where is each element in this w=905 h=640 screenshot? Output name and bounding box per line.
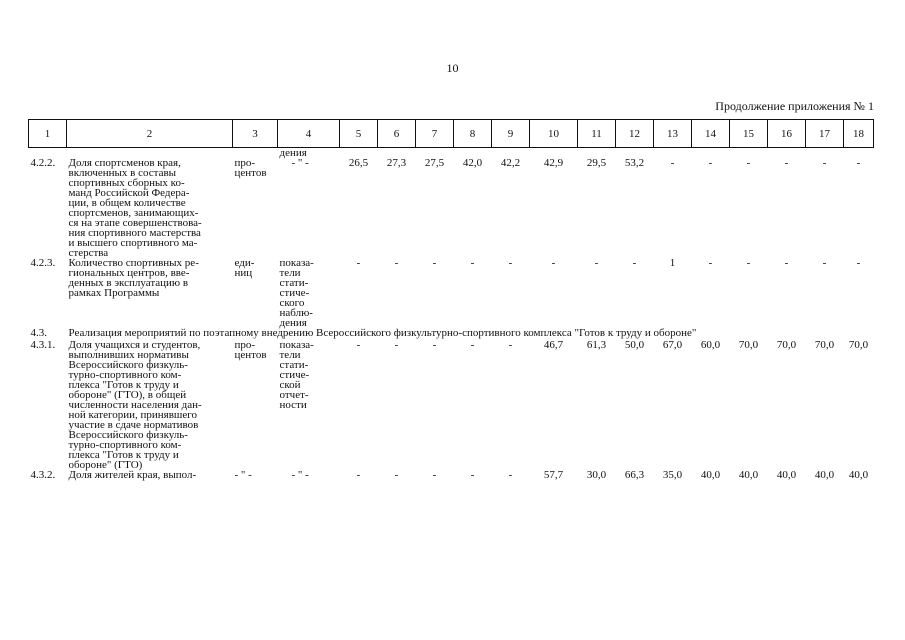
table-row [29, 340, 874, 470]
row-number: 4.3.1. [30, 339, 56, 351]
value-cell: - [746, 157, 751, 169]
value-cell: 29,5 [586, 157, 607, 169]
unit-cell: про- центов [234, 339, 267, 361]
page-number: 10 [446, 61, 459, 75]
value-cell: 40,0 [814, 469, 835, 481]
value-cell: 42,0 [462, 157, 483, 169]
table-row [29, 470, 874, 480]
header-cell: 11 [578, 120, 616, 148]
value-cell: - [708, 157, 713, 169]
header-cell: 9 [492, 120, 530, 148]
value-cell: 67,0 [662, 339, 683, 351]
unit-cell: про- центов [234, 157, 267, 179]
value-cell: - [356, 257, 361, 269]
value-cell: - [432, 257, 437, 269]
value-cell: 70,0 [776, 339, 797, 351]
appendix-label: Продолжение приложения № 1 [715, 99, 874, 113]
header-cell: 17 [806, 120, 844, 148]
header-cell: 15 [730, 120, 768, 148]
header-cell: 13 [654, 120, 692, 148]
value-cell: 61,3 [586, 339, 607, 351]
value-cell: 40,0 [776, 469, 797, 481]
indicator-name: Доля жителей края, выпол- [68, 469, 197, 481]
unit-cell: еди- ниц [234, 257, 255, 279]
value-cell: 57,7 [543, 469, 564, 481]
value-cell: - [784, 257, 789, 269]
header-cell: 16 [768, 120, 806, 148]
value-cell: 42,9 [543, 157, 564, 169]
value-cell: 70,0 [848, 339, 869, 351]
value-cell: - [551, 257, 556, 269]
value-cell: - [356, 469, 361, 481]
value-cell: 53,2 [624, 157, 645, 169]
source-continuation: дения [279, 147, 307, 159]
value-cell: - [432, 469, 437, 481]
header-cell: 1 [29, 120, 67, 148]
header-row [29, 120, 874, 148]
header-cell: 8 [454, 120, 492, 148]
value-cell: - [508, 257, 513, 269]
value-cell: 66,3 [624, 469, 645, 481]
row-number: 4.3.2. [30, 469, 56, 481]
value-cell: 26,5 [348, 157, 369, 169]
header-cell: 18 [844, 120, 874, 148]
value-cell: - [632, 257, 637, 269]
value-cell: 1 [669, 257, 676, 269]
value-cell: 50,0 [624, 339, 645, 351]
source-cell: - " - [291, 157, 309, 169]
row-number: 4.2.3. [30, 257, 56, 269]
value-cell: 46,7 [543, 339, 564, 351]
header-cell: 7 [416, 120, 454, 148]
value-cell: - [670, 157, 675, 169]
value-cell: - [508, 469, 513, 481]
value-cell: 40,0 [700, 469, 721, 481]
source-cell: - " - [291, 469, 309, 481]
value-cell: - [470, 469, 475, 481]
source-cell: показа- тели стати- стиче- ской отчет- ности [279, 339, 314, 411]
value-cell: 42,2 [500, 157, 521, 169]
value-cell: - [394, 257, 399, 269]
value-cell: 40,0 [848, 469, 869, 481]
value-cell: - [470, 257, 475, 269]
value-cell: 70,0 [738, 339, 759, 351]
value-cell: - [856, 257, 861, 269]
indicator-name: Доля учащихся и студентов, выполнивших нормативы Всероссийского физкуль- турно-спортивного ком- плекса "Готов к труду и обороне" (ГТО), в общей численности населения дан- ной категории, принявшего участие в сдаче нормативов Всероссийского физкуль- турно-спортивного ком- плекса "Готов к труду и обороне" (ГТО) [68, 339, 202, 471]
section-title: Реализация мероприятий по поэтапному внедрению Всероссийского физкультурно-спортивного комплекса "Готов к труду и обороне" [68, 327, 697, 339]
value-cell: 60,0 [700, 339, 721, 351]
value-cell: 27,3 [386, 157, 407, 169]
header-cell: 10 [530, 120, 578, 148]
indicator-name: Доля спортсменов края, включенных в составы спортивных сборных ко- манд Российской Федера- ции, в общем количестве спортсменов, занимающих- ся на этапе совершенствова- ния спортивного мастерства и высшего спортивного ма- стерства [68, 157, 202, 259]
value-cell: - [822, 257, 827, 269]
value-cell: - [394, 339, 399, 351]
indicators-table [28, 119, 874, 480]
value-cell: - [508, 339, 513, 351]
value-cell: - [470, 339, 475, 351]
header-cell: 14 [692, 120, 730, 148]
value-cell: - [594, 257, 599, 269]
value-cell: 40,0 [738, 469, 759, 481]
value-cell: 35,0 [662, 469, 683, 481]
header-cell: 4 [278, 120, 340, 148]
indicator-name: Количество спортивных ре- гиональных центров, вве- денных в эксплуатацию в рамках Программы [68, 257, 199, 299]
value-cell: - [784, 157, 789, 169]
table-row [29, 158, 874, 258]
header-cell: 12 [616, 120, 654, 148]
value-cell: 70,0 [814, 339, 835, 351]
value-cell: 27,5 [424, 157, 445, 169]
value-cell: - [822, 157, 827, 169]
header-cell: 6 [378, 120, 416, 148]
header-cell: 2 [67, 120, 233, 148]
value-cell: - [432, 339, 437, 351]
header-cell: 5 [340, 120, 378, 148]
value-cell: - [708, 257, 713, 269]
row-number: 4.2.2. [30, 157, 56, 169]
value-cell: - [856, 157, 861, 169]
value-cell: 30,0 [586, 469, 607, 481]
table-row [29, 258, 874, 328]
value-cell: - [394, 469, 399, 481]
row-number: 4.3. [30, 327, 47, 339]
unit-cell: - " - [234, 469, 252, 481]
value-cell: - [746, 257, 751, 269]
source-cell: показа- тели стати- стиче- ского наблю- дения [279, 257, 314, 329]
value-cell: - [356, 339, 361, 351]
header-cell: 3 [233, 120, 278, 148]
